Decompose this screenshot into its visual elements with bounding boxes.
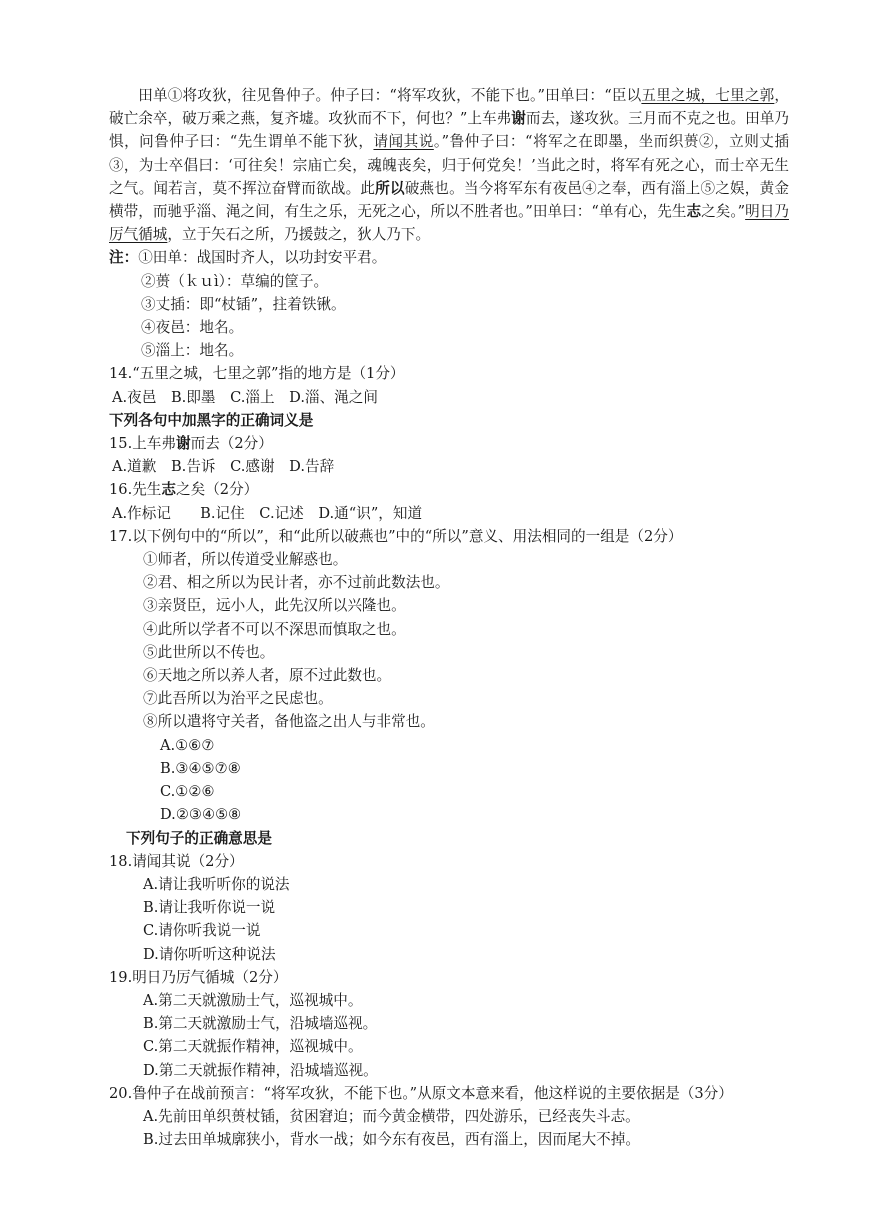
note-2: ②蒉（ｋｕì）：草编的筐子。 (141, 272, 329, 290)
q17-example-3: ③亲贤臣，远小人，此先汉所以兴隆也。 (143, 597, 406, 615)
q20-option-b: B.过去田单城廓狭小，背水一战；如今东有夜邑，西有淄上，因而尾大不掉。 (143, 1131, 640, 1149)
question-16-options: A.作标记 B.记住 C.记述 D.通“识”，知道 (112, 504, 423, 522)
question-14-stem: 14.“五里之城，七里之郭”指的地方是（1分） (109, 365, 405, 383)
q16-stem-post: 之矣（2分） (176, 481, 259, 499)
question-17-stem: 17.以下例句中的“所以”，和“此所以破燕也”中的“所以”意义、用法相同的一组是（2分） (109, 527, 683, 545)
question-19-stem: 19.明日乃厉气循城（2分） (109, 968, 288, 986)
q17-example-8: ⑧所以遣将守关者，备他盗之出人与非常也。 (143, 713, 435, 731)
q15-stem-pre: 15.上车弗 (109, 435, 176, 453)
q16-bold-word: 志 (161, 481, 177, 499)
q16-stem-pre: 16.先生 (109, 481, 162, 499)
q17-example-7: ⑦此吾所以为治平之民虑也。 (143, 690, 333, 708)
q19-option-d: D.第二天就振作精神，沿城墙巡视。 (143, 1061, 378, 1079)
underlined-phrase: 请闻其说 (373, 133, 434, 151)
q17-example-2: ②君、相之所以为民计者，亦不过前此数法也。 (143, 574, 450, 592)
classical-passage (109, 84, 789, 246)
notes-header (109, 246, 789, 269)
q17-option-d: D.②③④⑤⑧ (160, 806, 242, 824)
section-heading-sentence-meaning: 下列句子的正确意思是 (126, 829, 272, 847)
q18-option-b: B.请让我听你说一说 (143, 899, 276, 917)
q17-example-4: ④此所以学者不可以不深思而慎取之也。 (143, 620, 406, 638)
question-14-options: A.夜邑 B.即墨 C.淄上 D.淄、渑之间 (112, 388, 378, 406)
passage-text: 破燕也。当今将军东有夜邑④之奉，西有淄上⑤之娱，黄金横带，而驰乎淄、渑之间，有生之乐，无死之心，所以不胜者也。”田单曰：“单有心，先生 (109, 179, 789, 221)
q19-option-c: C.第二天就振作精神，巡视城中。 (143, 1038, 363, 1056)
question-16-stem (109, 478, 789, 501)
q18-option-c: C.请你听我说一说 (143, 922, 261, 940)
question-15-options: A.道歉 B.告诉 C.感谢 D.告辞 (112, 458, 335, 476)
passage-text: ，破亡余卒，破万乘之燕，复齐墟。攻狄而不下，何也？”上车弗 (109, 87, 789, 128)
q17-example-5: ⑤此世所以不传也。 (143, 643, 275, 661)
passage-text: 而去，遂攻狄。三月而不克之也。田单乃惧，问鲁仲子曰：“先生谓单不能下狄， (109, 110, 789, 151)
q19-option-a: A.第二天就激励士气，巡视城中。 (143, 991, 363, 1009)
underlined-phrase: 明日乃厉气循城 (109, 203, 789, 244)
note-5: ⑤淄上：地名。 (141, 342, 244, 360)
q17-option-c: C.①②⑥ (160, 783, 215, 801)
q17-example-6: ⑥天地之所以养人者，原不过此数也。 (143, 667, 392, 685)
q17-example-1: ①师者，所以传道受业解惑也。 (143, 551, 348, 569)
question-18-stem: 18.请闻其说（2分） (109, 852, 244, 870)
bold-character: 谢 (511, 110, 526, 128)
q19-option-b: B.第二天就激励士气，沿城墙巡视。 (143, 1015, 378, 1033)
q15-bold-word: 谢 (176, 435, 191, 453)
notes-label: 注： (109, 249, 139, 267)
underlined-phrase: 五里之城，七里之郭 (641, 87, 775, 104)
q18-option-a: A.请让我听听你的说法 (143, 875, 290, 893)
passage-text: 。”鲁仲子曰：“将军之在即墨，坐而织蒉②，立则丈插③，为士卒倡曰：‘可往矣！宗庙亡矣，魂魄丧矣，归于何党矣！’当此之时，将军有死之心，而士卒无生之气。闻若言，莫不挥泣奋臂而欲战。此 (109, 133, 789, 197)
bold-character: 所以 (375, 179, 405, 197)
section-heading-word-meaning: 下列各句中加黑字的正确词义是 (109, 411, 314, 429)
passage-text: 之矣。” (701, 203, 746, 221)
note-3: ③丈插：即“杖锸”，拄着铁锹。 (141, 295, 346, 313)
q17-option-a: A.①⑥⑦ (160, 736, 215, 754)
note-4: ④夜邑：地名。 (141, 319, 244, 337)
question-15-stem (109, 432, 789, 455)
q15-stem-post: 而去（2分） (190, 435, 273, 453)
bold-character: 志 (686, 203, 702, 221)
note-1: ①田单：战国时齐人，以功封安平君。 (138, 249, 387, 267)
q17-option-b: B.③④⑤⑦⑧ (160, 759, 241, 777)
question-20-stem: 20.鲁仲子在战前预言：“将军攻狄，不能下也。”从原文本意来看，他这样说的主要依据是（3分） (109, 1084, 733, 1102)
passage-text: 田单①将攻狄，往见鲁仲子。仲子曰：“将军攻狄，不能下也。”田单曰：“臣以 (138, 87, 642, 104)
q18-option-d: D.请你听听这种说法 (143, 945, 276, 963)
passage-text: ，立于矢石之所，乃援鼓之，狄人乃下。 (167, 226, 431, 244)
q20-option-a: A.先前田单织蒉杖锸，贫困窘迫；而今黄金横带，四处游乐，已经丧失斗志。 (143, 1107, 640, 1125)
document-page (109, 84, 789, 1151)
